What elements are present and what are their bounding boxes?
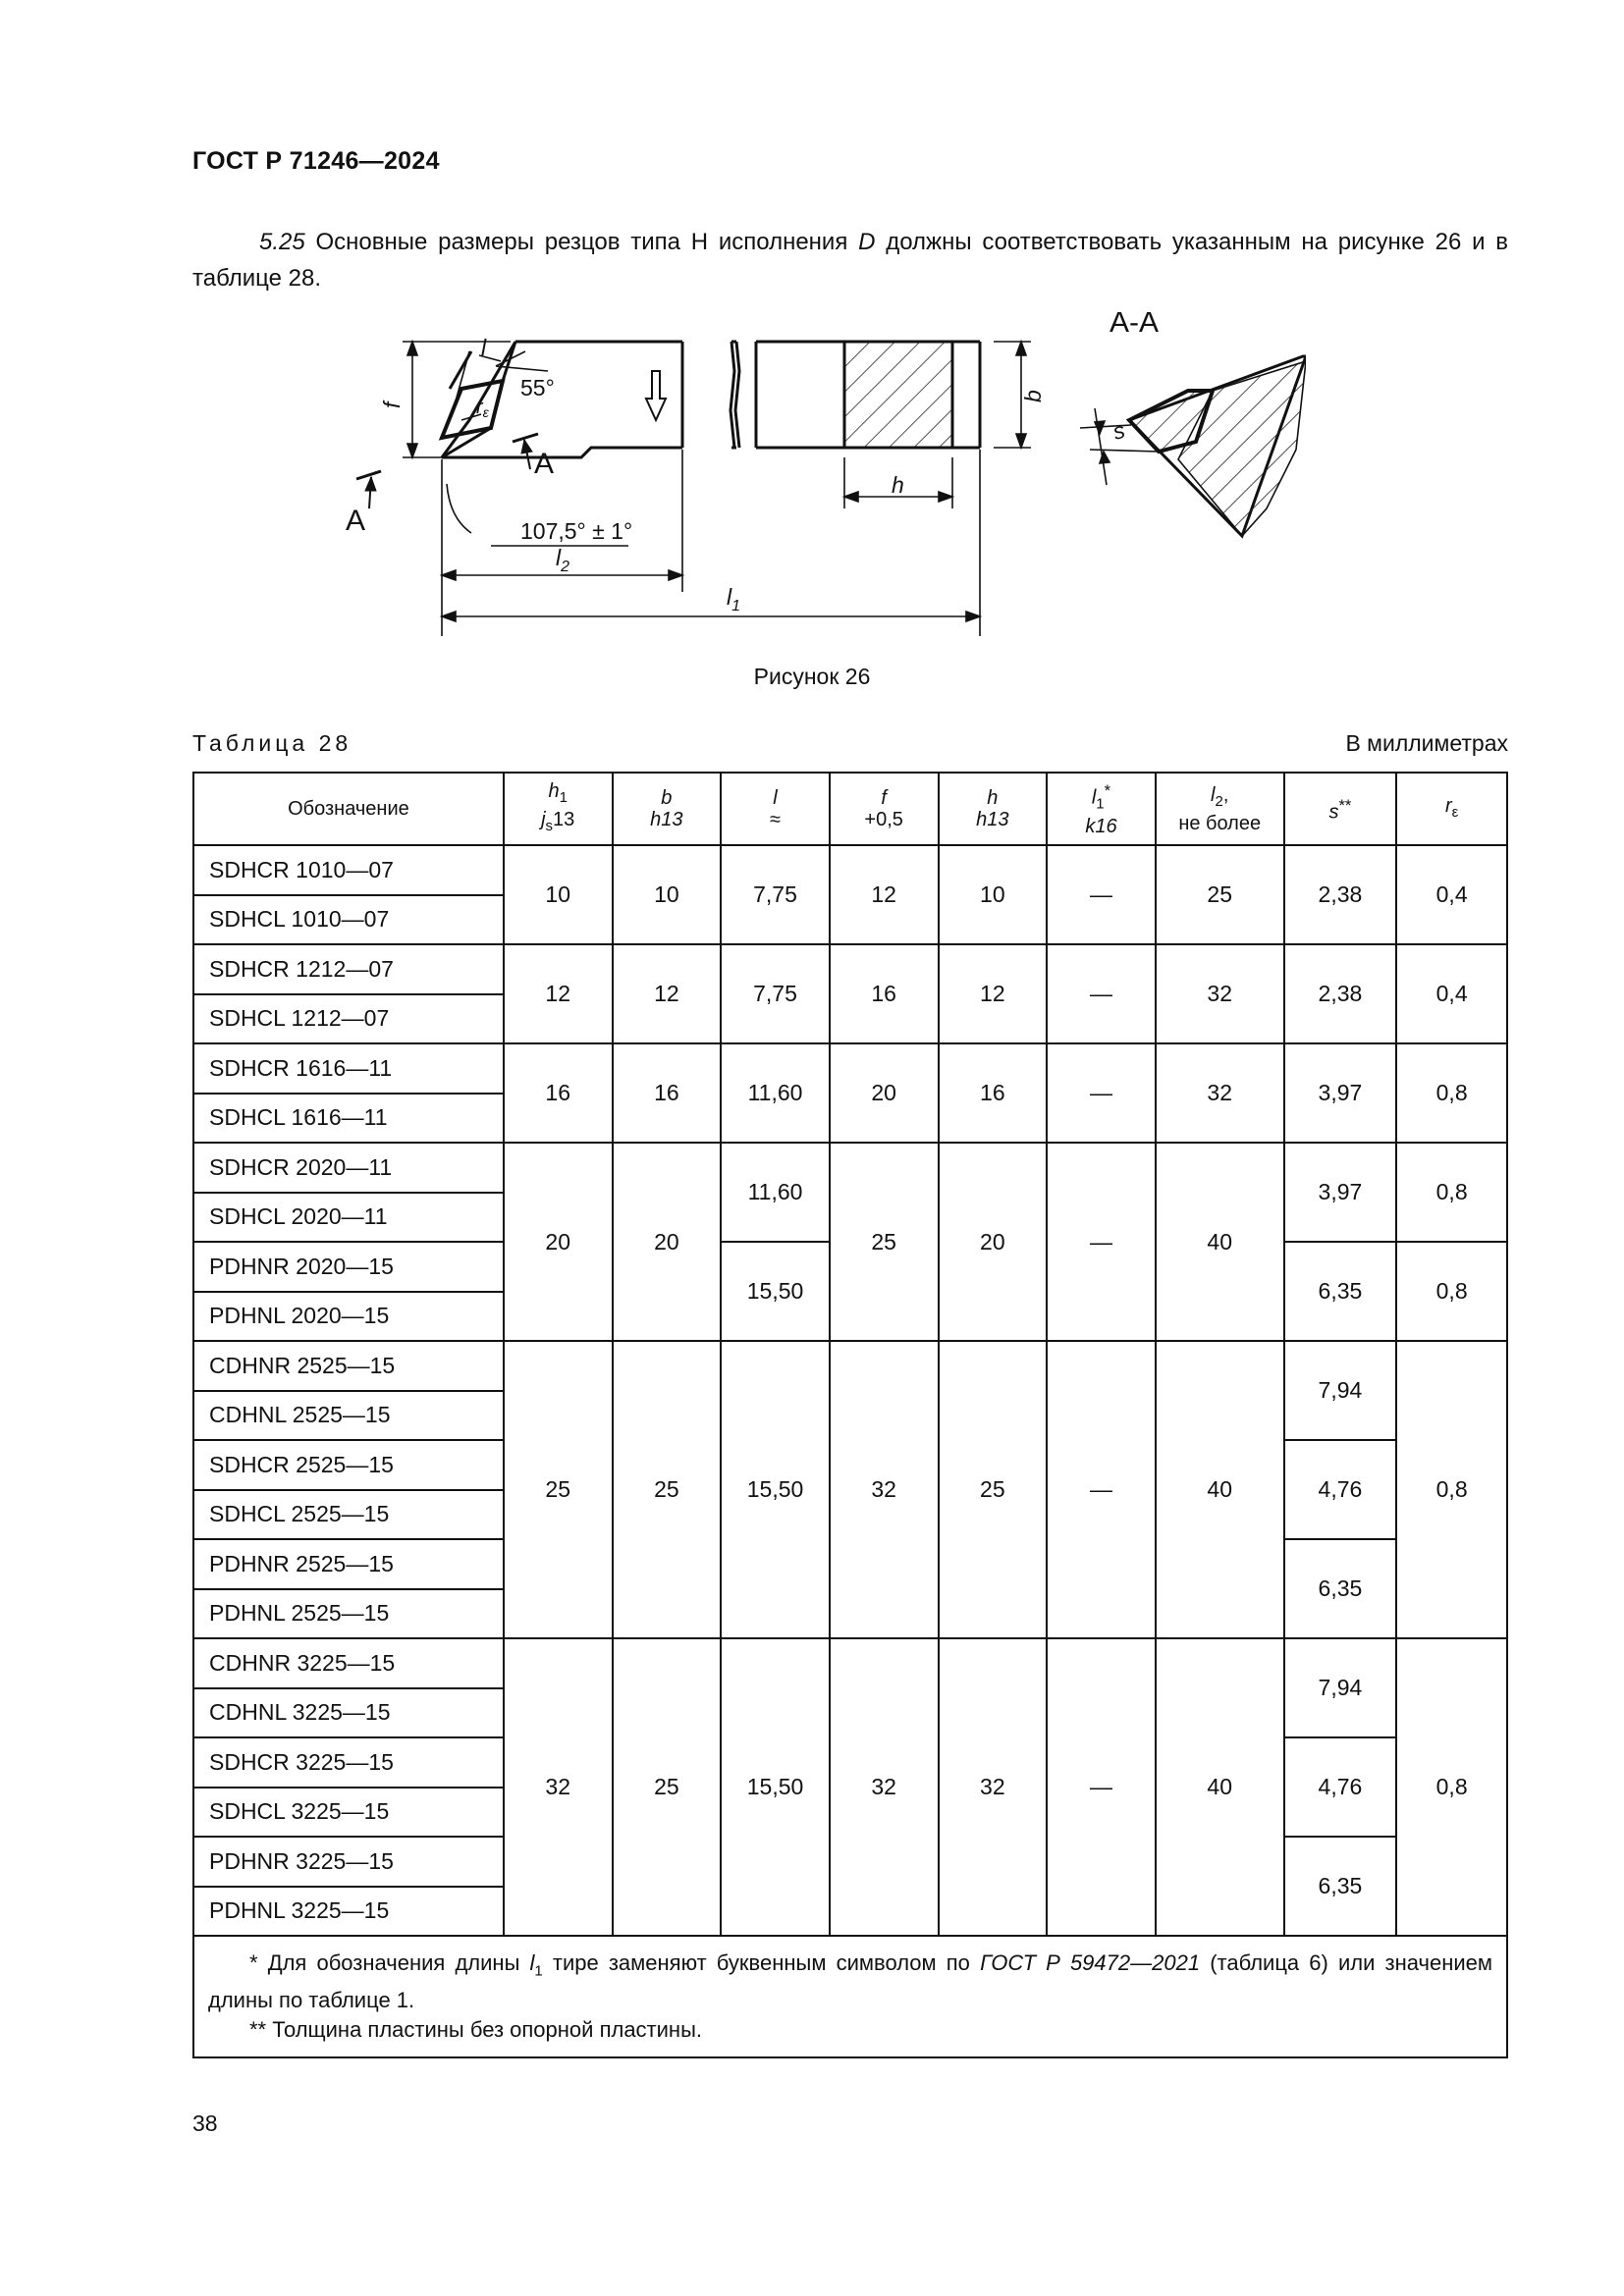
cell-l1: — (1047, 1043, 1156, 1143)
section-label: A-A (1110, 312, 1160, 339)
designation-cell: PDHNL 2525—15 (193, 1589, 504, 1639)
cell-b: 16 (613, 1043, 722, 1143)
header-designation: Обозначение (193, 773, 504, 845)
cell-f: 12 (830, 845, 939, 944)
dimensions-table (192, 772, 1508, 2058)
table-row (193, 845, 1507, 895)
cell-l: 15,50 (721, 1341, 830, 1638)
cell-l1: — (1047, 1638, 1156, 1936)
designation-cell: SDHCL 1616—11 (193, 1094, 504, 1144)
cell-f: 25 (830, 1143, 939, 1341)
designation-cell: PDHNL 3225—15 (193, 1887, 504, 1937)
cell-r: 0,8 (1396, 1638, 1507, 1936)
table-header-row (193, 773, 1507, 845)
header-r: $r_\varepsilon$ (1396, 773, 1507, 845)
cell-l: 15,50 (721, 1638, 830, 1936)
header-h: h h13 (939, 773, 1048, 845)
cell-l: 7,75 (721, 845, 830, 944)
label-l1: $l_1$ (727, 584, 741, 614)
cell-h: 25 (939, 1341, 1048, 1638)
cell-l: 15,50 (721, 1242, 830, 1341)
paragraph-italic-d: D (858, 229, 876, 255)
footnote-1: * Для обозначения длины $l_1$ тире заменяют буквенным символом по ГОСТ Р 59472—2021 (таблица 6) или значением длины по таблице 1. (208, 1950, 1493, 2013)
table-units: В миллиметрах (1345, 730, 1508, 756)
cell-l: 11,60 (721, 1143, 830, 1242)
cell-f: 32 (830, 1341, 939, 1638)
designation-cell: PDHNR 3225—15 (193, 1837, 504, 1887)
label-l: l (481, 335, 487, 360)
cell-l2: 40 (1156, 1143, 1284, 1341)
cell-r: 0,8 (1396, 1043, 1507, 1143)
cell-b: 20 (613, 1143, 722, 1341)
designation-cell: SDHCL 1212—07 (193, 994, 504, 1044)
designation-cell: CDHNL 3225—15 (193, 1688, 504, 1738)
cell-f: 32 (830, 1638, 939, 1936)
cell-b: 25 (613, 1638, 722, 1936)
cell-l2: 40 (1156, 1638, 1284, 1936)
cell-s: 6,35 (1284, 1242, 1397, 1341)
label-55: 55° (520, 375, 555, 400)
table-row (193, 1143, 1507, 1193)
label-angle-107: 107,5° ± 1° (520, 518, 633, 544)
designation-cell: SDHCL 3225—15 (193, 1788, 504, 1838)
header-s: s** (1284, 773, 1397, 845)
table-row (193, 1043, 1507, 1094)
cell-h1: 10 (504, 845, 613, 944)
cell-f: 20 (830, 1043, 939, 1143)
label-s: s (1110, 416, 1128, 445)
cell-l: 11,60 (721, 1043, 830, 1143)
figure-caption: Рисунок 26 (753, 664, 871, 689)
designation-cell: SDHCR 3225—15 (193, 1737, 504, 1788)
label-a-left: A (346, 505, 366, 537)
cell-h: 12 (939, 944, 1048, 1043)
designation-cell: CDHNL 2525—15 (193, 1391, 504, 1441)
footnote-2: ** Толщина пластины без опорной пластины. (249, 2017, 702, 2043)
cell-h1: 12 (504, 944, 613, 1043)
header-l: l ≈ (721, 773, 830, 845)
feed-arrow-icon (646, 371, 666, 420)
cell-b: 10 (613, 845, 722, 944)
paragraph-text-b: должны соответствовать указанным на рисунке 26 и в таблице 28. (192, 229, 1508, 292)
designation-cell: SDHCR 1212—07 (193, 944, 504, 994)
cell-l2: 25 (1156, 845, 1284, 944)
cell-l1: — (1047, 1143, 1156, 1341)
cell-h: 20 (939, 1143, 1048, 1341)
designation-cell: CDHNR 2525—15 (193, 1341, 504, 1391)
label-b: b (1020, 390, 1046, 402)
cell-b: 12 (613, 944, 722, 1043)
header-h1: $h_1$ $j_s13$ (504, 773, 613, 845)
table-footnotes (193, 1936, 1507, 2057)
designation-cell: SDHCL 2020—11 (193, 1193, 504, 1243)
cell-l2: 40 (1156, 1341, 1284, 1638)
cell-l1: — (1047, 944, 1156, 1043)
section-markers (356, 434, 538, 508)
cell-h: 32 (939, 1638, 1048, 1936)
designation-cell: PDHNL 2020—15 (193, 1292, 504, 1342)
cell-h1: 32 (504, 1638, 613, 1936)
cell-f: 16 (830, 944, 939, 1043)
paragraph-number: 5.25 (259, 229, 305, 255)
label-a-right: A (534, 448, 555, 480)
table-label: Таблица 28 (192, 730, 352, 756)
table-footnotes-row (193, 1936, 1507, 2057)
cell-s: 4,76 (1284, 1440, 1397, 1539)
paragraph-text-a: Основные размеры резцов типа H исполнения (304, 229, 859, 255)
header-f: f +0,5 (830, 773, 939, 845)
cell-l2: 32 (1156, 1043, 1284, 1143)
cell-s: 6,35 (1284, 1837, 1397, 1936)
section-a-a-drawing (1129, 356, 1306, 536)
cell-h1: 20 (504, 1143, 613, 1341)
designation-cell: SDHCR 1010—07 (193, 845, 504, 895)
designation-cell: PDHNR 2020—15 (193, 1242, 504, 1292)
cell-s: 7,94 (1284, 1341, 1397, 1440)
cell-h1: 16 (504, 1043, 613, 1143)
cell-r: 0,4 (1396, 845, 1507, 944)
cell-s: 3,97 (1284, 1143, 1397, 1242)
header-l2: $l_2$, не более (1156, 773, 1284, 845)
cell-l1: — (1047, 845, 1156, 944)
cell-r: 0,8 (1396, 1143, 1507, 1242)
cell-r: 0,8 (1396, 1341, 1507, 1638)
designation-cell: CDHNR 3225—15 (193, 1638, 504, 1688)
cell-s: 6,35 (1284, 1539, 1397, 1638)
cell-h: 16 (939, 1043, 1048, 1143)
header-l1: $l_1^*$ k16 (1047, 773, 1156, 845)
cell-l1: — (1047, 1341, 1156, 1638)
cell-b: 25 (613, 1341, 722, 1638)
cell-s: 2,38 (1284, 845, 1397, 944)
cell-l2: 32 (1156, 944, 1284, 1043)
paragraph-5-25 (192, 224, 1508, 296)
designation-cell: SDHCL 2525—15 (193, 1490, 504, 1540)
designation-cell: PDHNR 2525—15 (193, 1539, 504, 1589)
cell-s: 3,97 (1284, 1043, 1397, 1143)
designation-cell: SDHCR 2525—15 (193, 1440, 504, 1490)
designation-cell: SDHCR 1616—11 (193, 1043, 504, 1094)
cell-s: 4,76 (1284, 1737, 1397, 1837)
cell-s: 2,38 (1284, 944, 1397, 1043)
cell-h1: 25 (504, 1341, 613, 1638)
cell-s: 7,94 (1284, 1638, 1397, 1737)
header-b: b h13 (613, 773, 722, 845)
designation-cell: SDHCL 1010—07 (193, 895, 504, 945)
label-l2: $l_2$ (556, 545, 570, 575)
table-row (193, 1341, 1507, 1391)
document-header: ГОСТ Р 71246—2024 (192, 147, 440, 175)
table-row (193, 944, 1507, 994)
table-row (193, 1638, 1507, 1688)
cell-r: 0,4 (1396, 944, 1507, 1043)
figure-26-drawing (324, 312, 1306, 636)
designation-cell: SDHCR 2020—11 (193, 1143, 504, 1193)
cell-r: 0,8 (1396, 1242, 1507, 1341)
label-re: $r_\varepsilon$ (476, 397, 489, 420)
page-number: 38 (192, 2110, 218, 2136)
label-h: h (892, 472, 904, 498)
cell-l: 7,75 (721, 944, 830, 1043)
label-f: f (379, 401, 405, 408)
cell-h: 10 (939, 845, 1048, 944)
